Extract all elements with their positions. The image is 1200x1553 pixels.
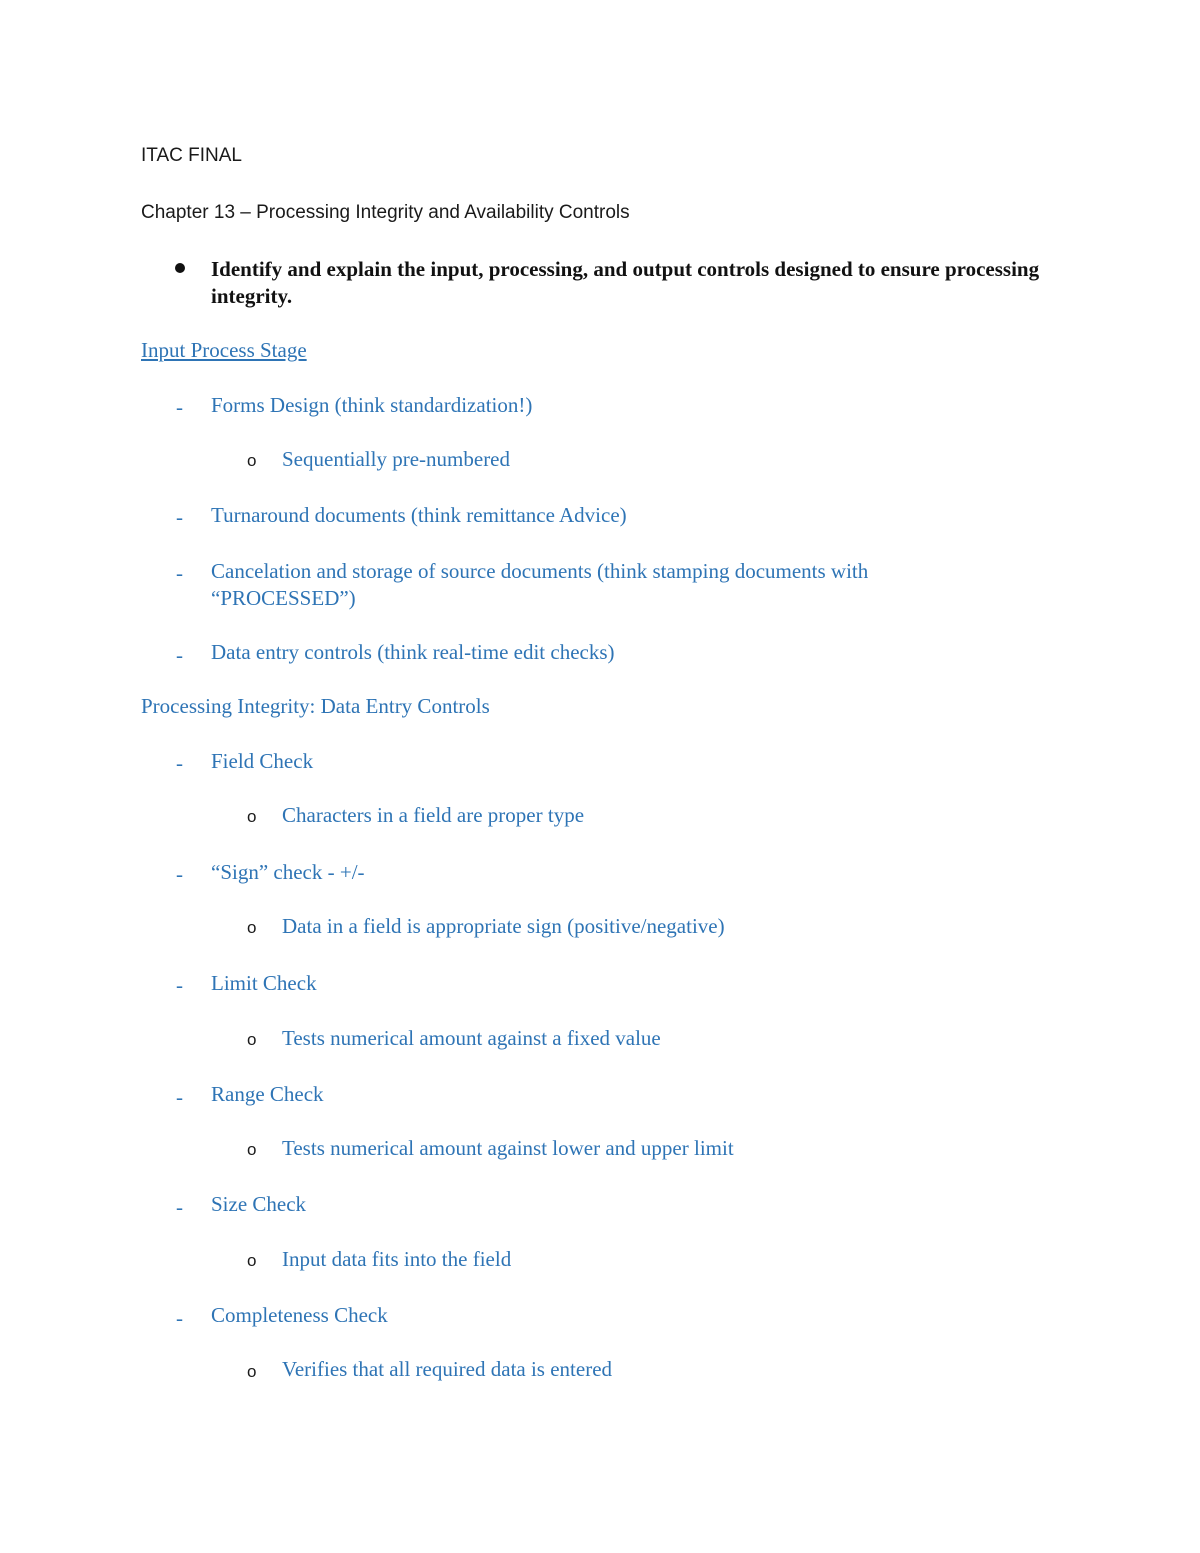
dash-marker: - bbox=[176, 1085, 183, 1109]
section-heading-data-entry-controls: Processing Integrity: Data Entry Controls bbox=[141, 694, 490, 718]
list-item: Completeness Check bbox=[211, 1303, 388, 1327]
sub-list-item: Sequentially pre-numbered bbox=[282, 447, 511, 471]
dash-marker: - bbox=[176, 1306, 183, 1330]
sub-list-item: Characters in a field are proper type bbox=[282, 803, 585, 827]
list-item: Field Check bbox=[211, 749, 314, 773]
dash-marker: - bbox=[176, 643, 183, 667]
circle-bullet-icon: o bbox=[247, 1362, 257, 1381]
chapter-heading: Chapter 13 – Processing Integrity and Availability Controls bbox=[141, 202, 630, 223]
list-item: Turnaround documents (think remittance Advice) bbox=[211, 503, 627, 527]
sub-list-item: Verifies that all required data is entered bbox=[282, 1357, 613, 1381]
section-heading-input-process[interactable]: Input Process Stage bbox=[141, 338, 307, 362]
dash-marker: - bbox=[176, 751, 183, 775]
circle-bullet-icon: o bbox=[247, 1251, 257, 1270]
circle-bullet-icon: o bbox=[247, 807, 257, 826]
sub-list-item: Tests numerical amount against lower and upper limit bbox=[282, 1136, 734, 1160]
dash-marker: - bbox=[176, 561, 183, 585]
circle-bullet-icon: o bbox=[247, 918, 257, 937]
dash-marker: - bbox=[176, 862, 183, 886]
sub-list-item: Input data fits into the field bbox=[282, 1247, 512, 1271]
dash-marker: - bbox=[176, 973, 183, 997]
sub-list-item: Tests numerical amount against a fixed value bbox=[282, 1026, 661, 1050]
circle-bullet-icon: o bbox=[247, 1140, 257, 1159]
circle-bullet-icon: o bbox=[247, 451, 257, 470]
sub-list-item: Data in a field is appropriate sign (positive/negative) bbox=[282, 914, 725, 938]
list-item: “Sign” check - +/- bbox=[211, 860, 365, 884]
bullet-dot-icon bbox=[175, 263, 185, 273]
list-item: Forms Design (think standardization!) bbox=[211, 393, 533, 417]
list-item: Cancelation and storage of source documents (think stamping documents with “PROCESSED”) bbox=[211, 559, 869, 610]
learning-objective: Identify and explain the input, processing, and output controls designed to ensure processing integrity. bbox=[211, 257, 1040, 308]
list-item: Data entry controls (think real-time edit checks) bbox=[211, 640, 615, 664]
list-item: Limit Check bbox=[211, 971, 317, 995]
dash-marker: - bbox=[176, 1195, 183, 1219]
list-item: Size Check bbox=[211, 1192, 307, 1216]
document-title: ITAC FINAL bbox=[141, 145, 242, 166]
dash-marker: - bbox=[176, 395, 183, 419]
dash-marker: - bbox=[176, 505, 183, 529]
list-item: Range Check bbox=[211, 1082, 324, 1106]
circle-bullet-icon: o bbox=[247, 1030, 257, 1049]
